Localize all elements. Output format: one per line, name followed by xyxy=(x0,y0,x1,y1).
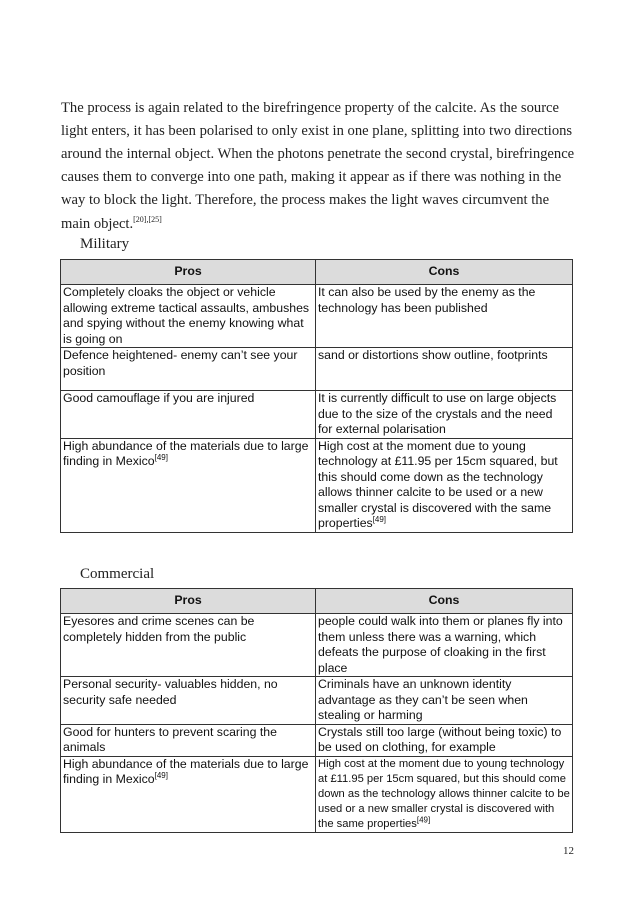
citation: [49] xyxy=(416,814,431,824)
military-heading: Military xyxy=(80,236,130,252)
citation: [49] xyxy=(154,452,168,462)
con-text: High cost at the moment due to young technology at £11.95 per 15cm squared, but this should come down as the technology allows thinner calcite to be used or a new smaller crystal is discovered with the same properties xyxy=(318,438,558,530)
pro-text: Completely cloaks the object or vehicle allowing extreme tactical assaults, ambushes and spying without the enemy knowing what is going on xyxy=(63,285,310,346)
table-row xyxy=(61,348,573,391)
military-pros-header: Pros xyxy=(61,260,316,285)
pro-cell xyxy=(61,724,316,756)
citation: [49] xyxy=(154,770,168,780)
con-cell xyxy=(316,438,573,532)
table-row xyxy=(61,677,573,725)
pro-text: Eyesores and crime scenes can be completely hidden from the public xyxy=(63,614,255,644)
pro-text: High abundance of the materials due to large finding in Mexico xyxy=(63,438,309,468)
con-text: High cost at the moment due to young technology at £11.95 per 15cm squared, but this should come down as the technology allows thinner calcite to be used or a new smaller crystal is discovered with the same properties xyxy=(318,757,570,830)
con-text: Crystals still too large (without being toxic) to be used on clothing, for example xyxy=(318,724,562,754)
pro-cell xyxy=(61,285,316,348)
military-table xyxy=(60,259,573,533)
commercial-table xyxy=(60,588,573,833)
pro-cell xyxy=(61,391,316,439)
con-cell xyxy=(316,614,573,677)
pro-text: Personal security- valuables hidden, no security safe needed xyxy=(63,677,278,707)
pro-cell xyxy=(61,438,316,532)
pro-cell xyxy=(61,677,316,725)
commercial-cons-header: Cons xyxy=(316,589,573,614)
con-cell xyxy=(316,677,573,725)
table-row xyxy=(61,438,573,532)
pro-text: Good for hunters to prevent scaring the animals xyxy=(63,724,277,754)
commercial-header-row xyxy=(61,589,573,614)
table-row xyxy=(61,285,573,348)
pro-text: Good camouflage if you are injured xyxy=(63,391,255,405)
pro-text: High abundance of the materials due to large finding in Mexico xyxy=(63,756,309,786)
commercial-heading: Commercial xyxy=(80,566,155,582)
pro-cell xyxy=(61,756,316,832)
con-cell xyxy=(316,756,573,832)
paragraph-citation: [20],[25] xyxy=(133,214,162,224)
pro-text: Defence heightened- enemy can’t see your position xyxy=(63,348,298,378)
pro-cell xyxy=(61,348,316,391)
con-text: It can also be used by the enemy as the technology has been published xyxy=(318,285,536,315)
page-number: 12 xyxy=(563,845,574,857)
con-cell xyxy=(316,285,573,348)
con-text: Criminals have an unknown identity advantage as they can’t be seen when stealing or harming xyxy=(318,677,528,722)
con-text: sand or distortions show outline, footprints xyxy=(318,348,548,362)
citation: [49] xyxy=(372,514,387,524)
body-paragraph-text: The process is again related to the birefringence property of the calcite. As the source light enters, it has been polarised to only exist in one plane, splitting into two directions around the internal object. When the photons penetrate the second crystal, birefringence causes them to converge into one path, making it appear as if there was nothing in the way to block the light. Therefore, the process makes the light waves circumvent the main object. xyxy=(61,99,575,232)
table-row xyxy=(61,724,573,756)
con-text: people could walk into them or planes fly into them unless there was a warning, which defeats the purpose of cloaking in the first place xyxy=(318,614,563,675)
con-cell xyxy=(316,724,573,756)
military-cons-header: Cons xyxy=(316,260,573,285)
con-text: It is currently difficult to use on large objects due to the size of the crystals and the need for external polarisation xyxy=(318,391,557,436)
commercial-pros-header: Pros xyxy=(61,589,316,614)
con-cell xyxy=(316,348,573,391)
table-row xyxy=(61,391,573,439)
con-cell xyxy=(316,391,573,439)
pro-cell xyxy=(61,614,316,677)
body-paragraph xyxy=(61,97,581,236)
table-row xyxy=(61,756,573,832)
table-row xyxy=(61,614,573,677)
military-header-row xyxy=(61,260,573,285)
